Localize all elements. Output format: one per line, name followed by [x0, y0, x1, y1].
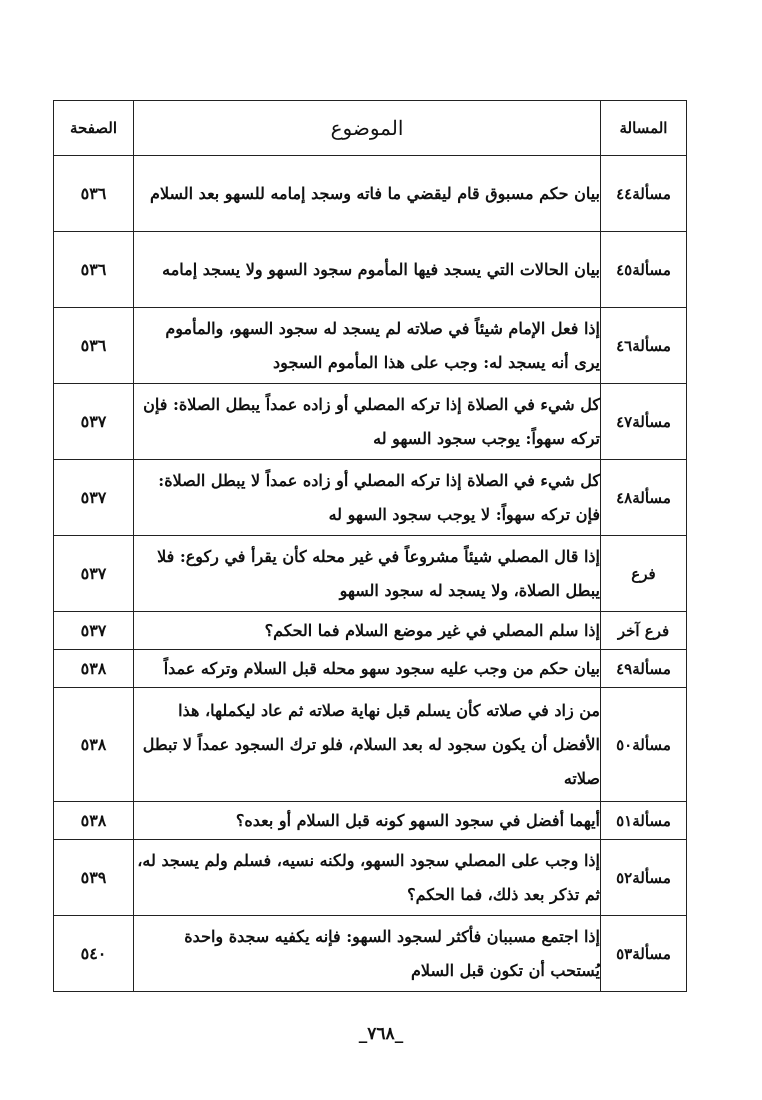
table-row: [54, 916, 687, 992]
issue-number: مسألة٤٥: [601, 232, 687, 308]
page-number: ٥٣٨: [54, 802, 134, 840]
issue-number: مسألة٤٨: [601, 460, 687, 536]
issue-topic: من زاد في صلاته كأن يسلم قبل نهاية صلاته ثم عاد ليكملها، هذا الأفضل أن يكون سجود له بعد السلام، فلو ترك السجود عمداً لا تبطل صلاته: [134, 688, 601, 802]
header-row: [54, 101, 687, 156]
table-row: [54, 460, 687, 536]
issue-topic: بيان حكم مسبوق قام ليقضي ما فاته وسجد إمامه للسهو بعد السلام: [134, 156, 601, 232]
issue-number: مسألة٥٠: [601, 688, 687, 802]
header-topic: الموضوع: [134, 101, 601, 156]
issue-number: مسألة٥١: [601, 802, 687, 840]
issue-number: فرع: [601, 536, 687, 612]
page-number: ٥٣٦: [54, 156, 134, 232]
table-row: [54, 232, 687, 308]
table-row: [54, 840, 687, 916]
issue-topic: إذا اجتمع مسببان فأكثر لسجود السهو: فإنه يكفيه سجدة واحدة يُستحب أن تكون قبل السلام: [134, 916, 601, 992]
issue-topic: كل شيء في الصلاة إذا تركه المصلي أو زاده عمداً لا يبطل الصلاة: فإن تركه سهواً: لا يوجب سجود السهو له: [134, 460, 601, 536]
issue-topic: إذا سلم المصلي في غير موضع السلام فما الحكم؟: [134, 612, 601, 650]
issue-topic: أيهما أفضل في سجود السهو كونه قبل السلام أو بعده؟: [134, 802, 601, 840]
issue-topic: إذا فعل الإمام شيئاً في صلاته لم يسجد له سجود السهو، والمأموم يرى أنه يسجد له: وجب على هذا المأموم السجود: [134, 308, 601, 384]
issue-number: مسألة٤٧: [601, 384, 687, 460]
issue-topic: بيان الحالات التي يسجد فيها المأموم سجود السهو ولا يسجد إمامه: [134, 232, 601, 308]
table-row: [54, 156, 687, 232]
header-number: المسالة: [601, 101, 687, 156]
table-row: [54, 536, 687, 612]
page-number: ٥٣٧: [54, 536, 134, 612]
page-number: ٥٣٨: [54, 688, 134, 802]
table-row: [54, 612, 687, 650]
page-number: ٥٣٧: [54, 612, 134, 650]
table-row: [54, 688, 687, 802]
header-page: الصفحة: [54, 101, 134, 156]
page-number: ٥٣٧: [54, 460, 134, 536]
issue-topic: بيان حكم من وجب عليه سجود سهو محله قبل السلام وتركه عمداً: [134, 650, 601, 688]
table-row: [54, 650, 687, 688]
issue-number: مسألة٤٩: [601, 650, 687, 688]
page-number: ٥٤٠: [54, 916, 134, 992]
issue-number: مسألة٥٣: [601, 916, 687, 992]
page-number: ٥٣٩: [54, 840, 134, 916]
table-row: [54, 802, 687, 840]
issue-topic: إذا قال المصلي شيئاً مشروعاً في غير محله كأن يقرأ في ركوع: فلا يبطل الصلاة، ولا يسجد له سجود السهو: [134, 536, 601, 612]
page-number: ٥٣٧: [54, 384, 134, 460]
issue-topic: كل شيء في الصلاة إذا تركه المصلي أو زاده عمداً يبطل الصلاة: فإن تركه سهواً: يوجب سجود السهو له: [134, 384, 601, 460]
table-row: [54, 384, 687, 460]
issue-number: فرع آخر: [601, 612, 687, 650]
page-number: ٥٣٦: [54, 308, 134, 384]
page-number: ٥٣٦: [54, 232, 134, 308]
issue-number: مسألة٤٤: [601, 156, 687, 232]
issue-number: مسألة٤٦: [601, 308, 687, 384]
page-number: ٥٣٨: [54, 650, 134, 688]
issue-number: مسألة٥٢: [601, 840, 687, 916]
page-footer-number: _٧٦٨_: [358, 1024, 404, 1044]
issue-topic: إذا وجب على المصلي سجود السهو، ولكنه نسيه، فسلم ولم يسجد له، ثم تذكر بعد ذلك، فما الحكم؟: [134, 840, 601, 916]
index-table: [53, 100, 687, 992]
table-row: [54, 308, 687, 384]
